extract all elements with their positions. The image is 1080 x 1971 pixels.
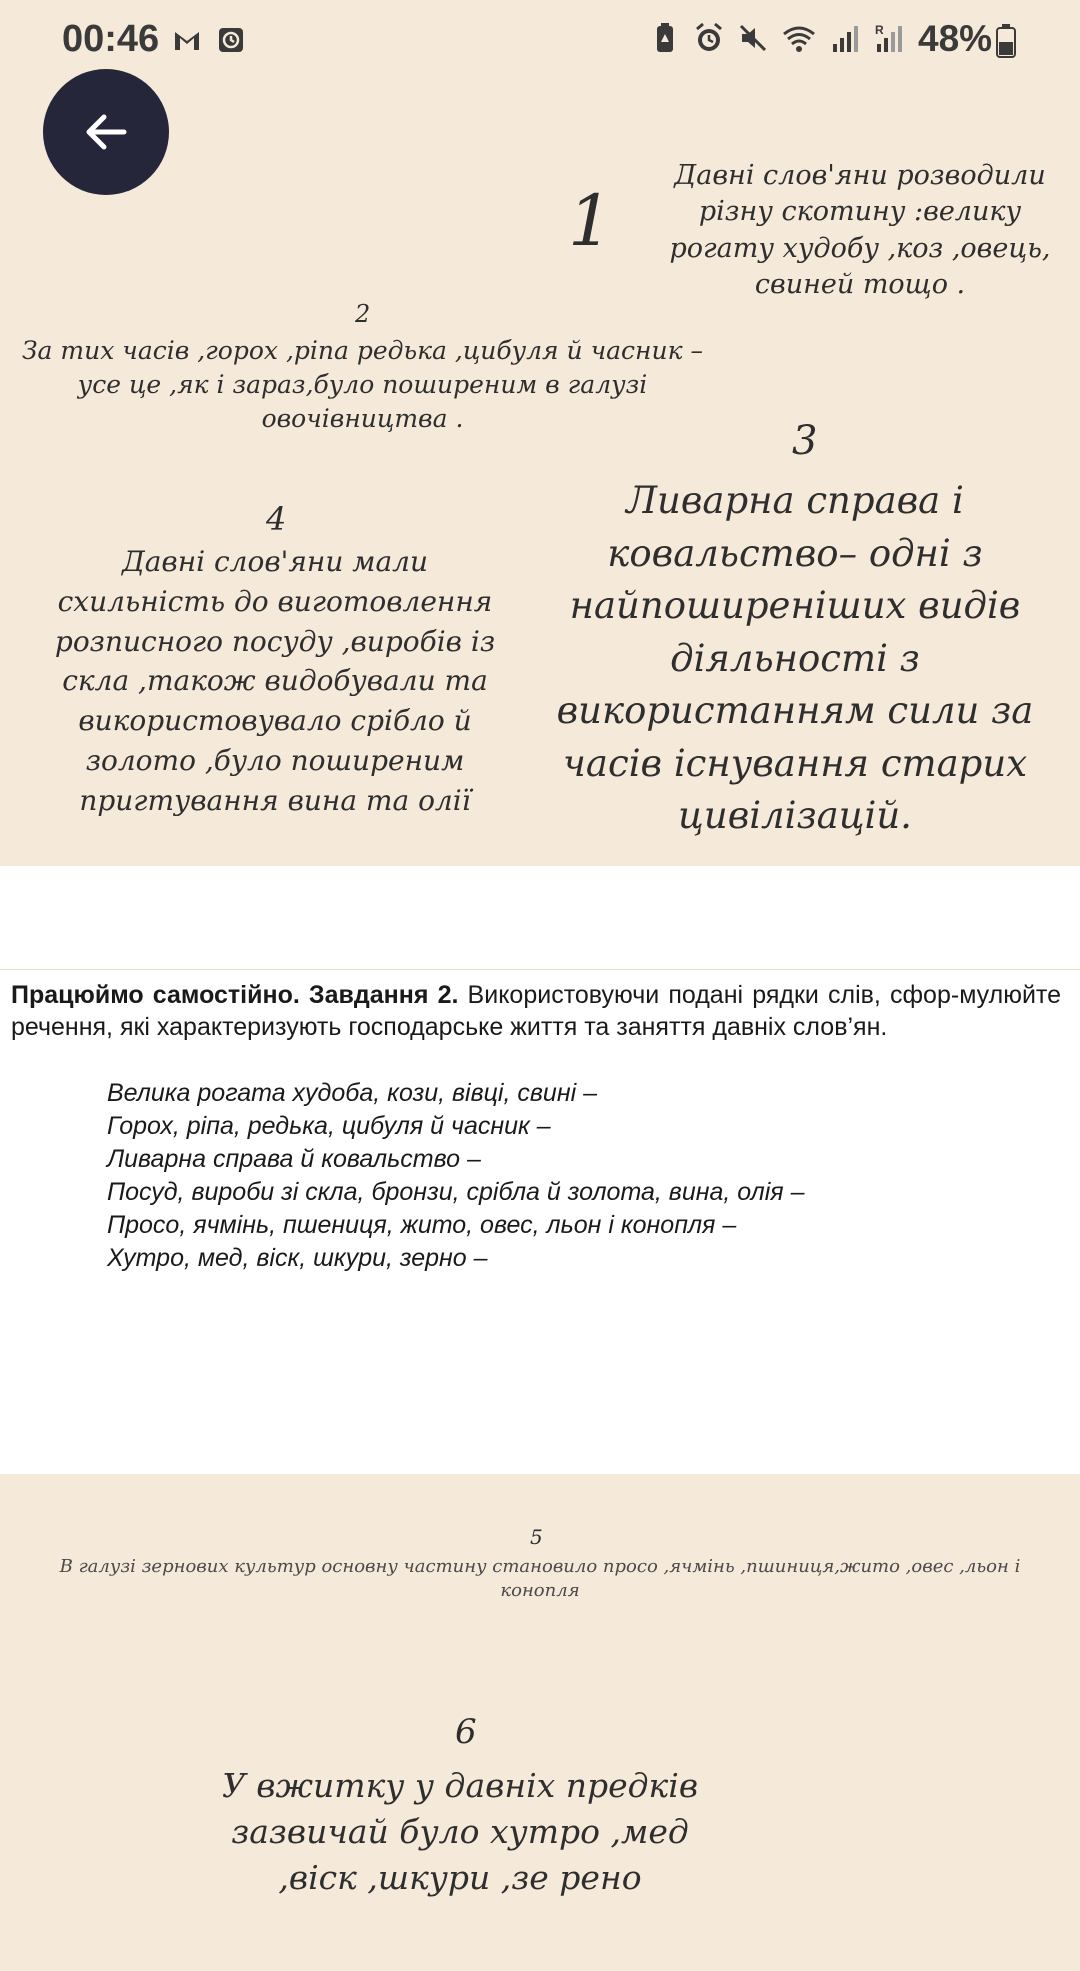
task-line: Просо, ячмінь, пшениця, жито, овес, льон і конопля –: [107, 1211, 737, 1239]
status-time: 00:46: [62, 18, 160, 60]
signal-icon: [830, 22, 860, 54]
battery-icon: [996, 24, 1016, 58]
wifi-icon: [782, 22, 816, 54]
note-number: 3: [792, 418, 818, 464]
alarm-clock-app-icon: [216, 24, 246, 56]
status-bar: [0, 0, 1080, 82]
alarm-icon: [694, 22, 724, 54]
task-line: Ливарна справа й ковальство –: [107, 1145, 481, 1173]
note-text: Ливарна справа і ковальство– одні з найпоширеніших видів діяльності з використанням сили за часів існування старих цивілізацій.: [556, 479, 1034, 838]
roaming-signal-icon: [874, 22, 904, 54]
task-line: Хутро, мед, віск, шкури, зерно –: [107, 1244, 488, 1272]
note-text: У вжитку у давніх предків зазвичай було хутро ,мед ,віск ,шкури ,зе рено: [221, 1766, 699, 1898]
gmail-icon: [172, 24, 202, 56]
task-instruction-text: Використовуючи подані рядки слів, сфор-мулюйте речення, які характеризують господарське життя та заняття давніх слов’ян.: [11, 981, 1061, 1041]
note-text: Давні слов'яни розводили різну скотину :велику рогату худобу ,коз ,овець, свиней тощо .: [669, 160, 1051, 301]
task-lines: [107, 1077, 805, 1275]
task-line: Велика рогата худоба, кози, вівці, свині –: [107, 1079, 597, 1107]
status-right-icons: [650, 22, 904, 54]
note-number: 5: [530, 1525, 543, 1549]
mute-icon: [738, 22, 768, 54]
note-text: В галузі зернових культур основну частину становило просо ,ячмінь ,пшиниця,жито ,овес ,льон і конопля: [59, 1556, 1021, 1602]
note-number: 1: [568, 180, 613, 262]
arrow-left-icon: [80, 106, 132, 158]
task-instruction: [11, 979, 1061, 1043]
task-line: Горох, ріпа, редька, цибуля й часник –: [107, 1112, 551, 1140]
note-text: Давні слов'яни мали схильність до виготовлення розписного посуду ,виробів із скла ,також видобували та використовувало срібло й золото ,було поширеним пригтування вина та олії: [54, 545, 496, 817]
svg-text:R: R: [875, 23, 884, 37]
status-left-icons: [172, 24, 246, 56]
note-number: 6: [455, 1712, 477, 1752]
battery-saver-icon: [650, 22, 680, 54]
task-heading: Працюймо самостійно. Завдання 2.: [11, 981, 459, 1009]
note-text: За тих часів ,горох ,ріпа редька ,цибуля й часник – усе це ,як і зараз,було поширеним в галузі овочівництва .: [21, 336, 704, 433]
battery-percent: 48%: [918, 18, 993, 59]
back-button[interactable]: [43, 69, 169, 195]
divider: [0, 969, 1080, 970]
note-number: 2: [355, 300, 371, 328]
task-line: Посуд, вироби зі скла, бронзи, срібла й золота, вина, олія –: [107, 1178, 805, 1206]
note-number: 4: [266, 500, 287, 538]
